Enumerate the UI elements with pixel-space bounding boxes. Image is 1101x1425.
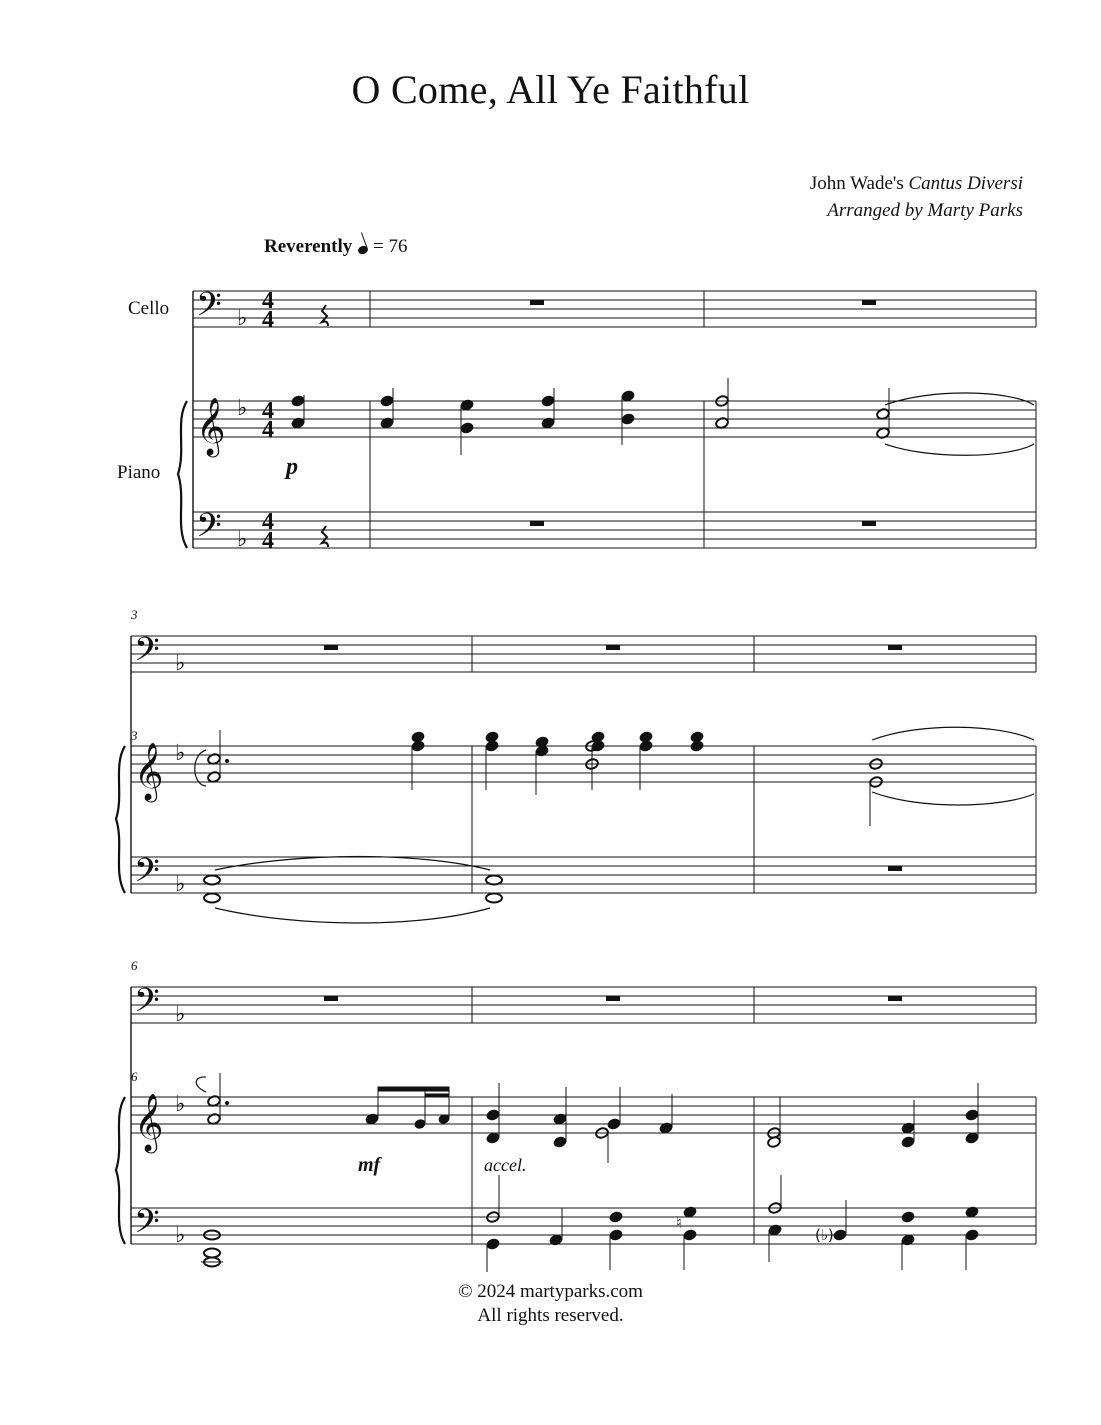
piano-treble-staff <box>131 746 1036 782</box>
composer-work: Cantus Diversi <box>908 173 1023 194</box>
piano-treble-staff <box>131 1097 1036 1133</box>
flat-icon: ♭ <box>175 741 186 766</box>
composer-name: John Wade's <box>809 173 909 194</box>
flat-icon: ♭ <box>175 1223 186 1248</box>
tempo-word: Reverently <box>264 236 353 257</box>
whole-rest <box>530 521 544 526</box>
bass-clef-icon: 𝄢 <box>134 982 160 1028</box>
quarter-rest <box>322 305 328 326</box>
piano-bass-staff <box>131 1208 1036 1244</box>
piano-bass-staff <box>131 857 1036 893</box>
system1-treble-notes <box>291 388 635 455</box>
flat-icon: ♭ <box>237 306 248 331</box>
cello-staff <box>131 987 1036 1023</box>
whole-rest <box>862 300 876 305</box>
system-2 <box>116 636 1036 893</box>
bass-clef-icon: 𝄢 <box>134 852 160 898</box>
piano-label: Piano <box>117 462 161 483</box>
piano-brace <box>178 401 187 548</box>
piano-brace <box>116 1097 125 1244</box>
measure-number: 3 <box>131 728 138 743</box>
svg-text:4: 4 <box>262 528 274 554</box>
flat-icon: ♭ <box>175 1092 186 1117</box>
whole-rest <box>862 521 876 526</box>
piano-brace <box>116 746 125 893</box>
time-signatures <box>262 288 274 554</box>
measure-number: 6 <box>131 958 138 973</box>
bass-clef-icon: 𝄢 <box>134 631 160 677</box>
treble-clef-icon: 𝄞 <box>134 1093 164 1151</box>
bass-clef-icon: 𝄢 <box>134 1203 160 1249</box>
treble-clef-icon: 𝄞 <box>196 397 226 455</box>
courtesy-flat-icon: (♭) <box>815 1226 834 1244</box>
bass-clef-icon: 𝄢 <box>196 507 222 553</box>
flat-icon: ♭ <box>237 527 248 552</box>
measure-number: 6 <box>131 1069 138 1084</box>
svg-text:4: 4 <box>262 398 274 424</box>
copyright-line: © 2024 martyparks.com <box>458 1281 643 1302</box>
rights-line: All rights reserved. <box>477 1305 624 1326</box>
piece-title: O Come, All Ye Faithful <box>351 67 750 112</box>
system2-treble-notes <box>225 731 704 795</box>
quarter-rest <box>322 526 328 547</box>
svg-text:4: 4 <box>262 509 274 535</box>
flat-icon: ♭ <box>175 1002 186 1027</box>
treble-clef-icon: 𝄞 <box>134 742 164 800</box>
rests <box>322 300 902 1001</box>
system2-dotted-half <box>195 727 1034 805</box>
bass-clef-icon: 𝄢 <box>196 286 222 332</box>
system-1 <box>178 291 1036 548</box>
piano-bass-staff <box>193 512 1036 548</box>
flat-icon: ♭ <box>237 396 248 421</box>
system-3 <box>116 987 1036 1244</box>
arranger-name: Arranged by Marty Parks <box>827 200 1023 221</box>
whole-rest <box>530 300 544 305</box>
svg-text:4: 4 <box>262 307 274 333</box>
flat-icon: ♭ <box>175 872 186 897</box>
half-notes <box>715 393 1034 455</box>
measure-number: 3 <box>131 607 138 622</box>
tempo-value: = 76 <box>373 236 408 257</box>
natural-icon: ♮ <box>676 1213 682 1232</box>
svg-text:4: 4 <box>262 417 274 443</box>
accel-marking: accel. <box>484 1155 527 1175</box>
cello-staff <box>193 291 1036 327</box>
dynamic-mezzo-forte: mf <box>358 1154 381 1176</box>
cello-staff <box>131 636 1036 672</box>
svg-text:4: 4 <box>262 288 274 314</box>
flat-icon: ♭ <box>175 651 186 676</box>
cello-label: Cello <box>128 298 170 319</box>
footer <box>0 1280 1101 1328</box>
dynamic-piano: p <box>286 454 298 480</box>
piano-treble-staff <box>193 401 1036 437</box>
